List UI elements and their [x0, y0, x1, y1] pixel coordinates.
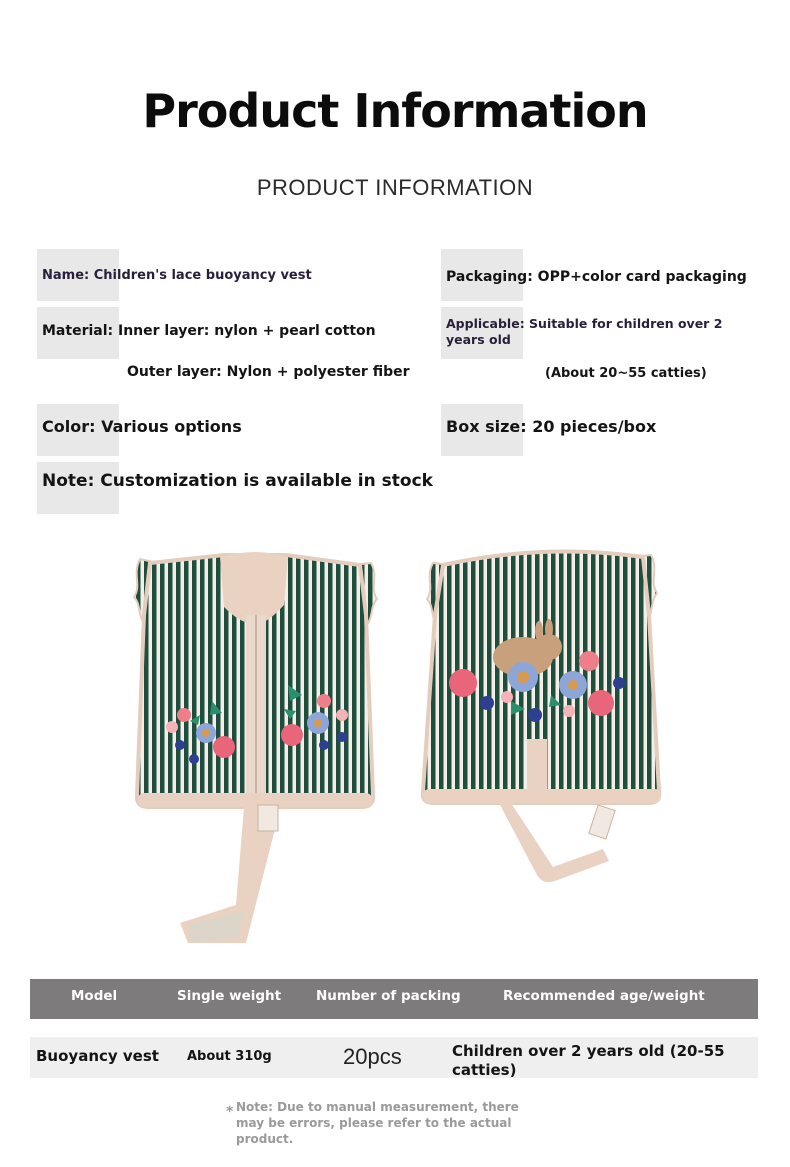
- table-header-number-of-packing: Number of packing: [316, 988, 461, 1004]
- table-cell-age-weight: Children over 2 years old (20-55 catties): [452, 1042, 725, 1079]
- table-cell-packing: 20pcs: [343, 1044, 402, 1069]
- table-cell-model: Buoyancy vest: [36, 1047, 159, 1065]
- table-header-recommended-age: Recommended age/weight: [503, 988, 705, 1004]
- vest-front-image: [128, 545, 383, 950]
- spec-packaging: Packaging: OPP+color card packaging: [446, 269, 747, 285]
- table-header-model: Model: [71, 988, 118, 1004]
- spec-box-size: Box size: 20 pieces/box: [446, 417, 657, 436]
- spec-applicable: Applicable: Suitable for children over 2 years old: [446, 316, 723, 347]
- footnote-asterisk: *: [226, 1104, 234, 1120]
- footnote-text: Note: Due to manual measurement, there may be errors, please refer to the actual product.: [236, 1100, 519, 1146]
- table-cell-weight: About 310g: [187, 1049, 272, 1064]
- page-title: Product Information: [142, 84, 648, 138]
- spec-outer-layer: Outer layer: Nylon + polyester fiber: [127, 364, 410, 380]
- spec-material: Material: Inner layer: nylon + pearl cotton: [42, 323, 376, 339]
- vest-back-image: [415, 545, 670, 890]
- spec-note: Note: Customization is available in stock: [42, 471, 433, 491]
- spec-name: Name: Children's lace buoyancy vest: [42, 268, 312, 283]
- page-subtitle: PRODUCT INFORMATION: [256, 175, 534, 200]
- table-header-single-weight: Single weight: [177, 988, 282, 1004]
- spec-weight-range: (About 20~55 catties): [545, 366, 707, 381]
- spec-color: Color: Various options: [42, 417, 242, 436]
